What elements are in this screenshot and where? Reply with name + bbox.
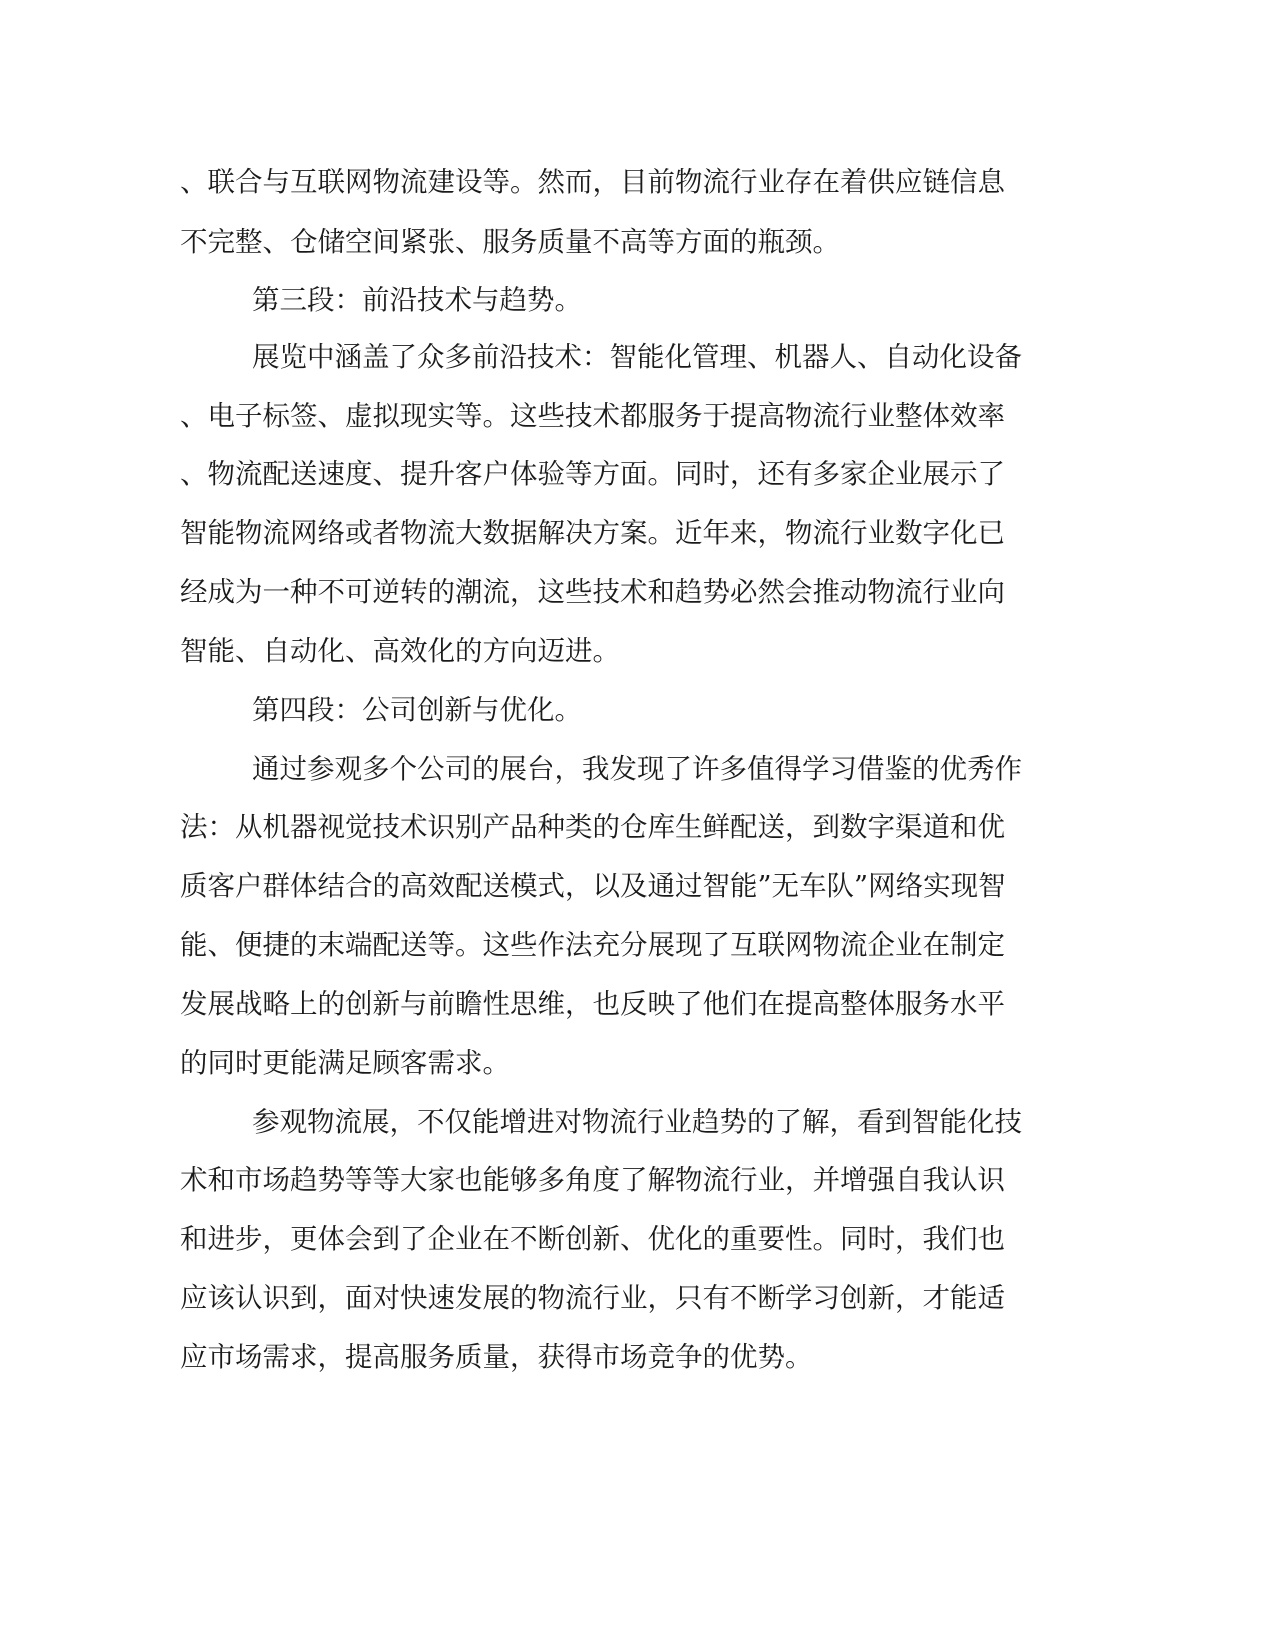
text-line: 应该认识到，面对快速发展的物流行业，只有不断学习创新，才能适 — [180, 1282, 1005, 1314]
section-heading: 第四段：公司创新与优化。 — [252, 694, 582, 726]
text-line: 通过参观多个公司的展台，我发现了许多值得学习借鉴的优秀作 — [252, 753, 1022, 785]
text-line: 、电子标签、虚拟现实等。这些技术都服务于提高物流行业整体效率 — [180, 400, 1005, 432]
text-line: 、物流配送速度、提升客户体验等方面。同时，还有多家企业展示了 — [180, 458, 1005, 490]
text-line: 质客户群体结合的高效配送模式，以及通过智能”无车队”网络实现智 — [180, 870, 1006, 902]
text-line: 不完整、仓储空间紧张、服务质量不高等方面的瓶颈。 — [180, 226, 840, 258]
text-line: 应市场需求，提高服务质量，获得市场竞争的优势。 — [180, 1341, 813, 1373]
text-line: 经成为一种不可逆转的潮流，这些技术和趋势必然会推动物流行业向 — [180, 576, 1005, 608]
text-line: 、联合与互联网物流建设等。然而，目前物流行业存在着供应链信息 — [180, 166, 1005, 198]
text-line: 法：从机器视觉技术识别产品种类的仓库生鲜配送，到数字渠道和优 — [180, 811, 1005, 843]
text-line: 智能物流网络或者物流大数据解决方案。近年来，物流行业数字化已 — [180, 517, 1005, 549]
text-line: 和进步，更体会到了企业在不断创新、优化的重要性。同时，我们也 — [180, 1223, 1005, 1255]
text-line: 智能、自动化、高效化的方向迈进。 — [180, 635, 620, 667]
text-line: 术和市场趋势等等大家也能够多角度了解物流行业，并增强自我认识 — [180, 1164, 1005, 1196]
text-line: 参观物流展，不仅能增进对物流行业趋势的了解，看到智能化技 — [252, 1106, 1022, 1138]
text-line: 展览中涵盖了众多前沿技术：智能化管理、机器人、自动化设备 — [252, 341, 1022, 373]
section-heading: 第三段：前沿技术与趋势。 — [252, 284, 582, 316]
text-line: 发展战略上的创新与前瞻性思维，也反映了他们在提高整体服务水平 — [180, 988, 1005, 1020]
text-line: 的同时更能满足顾客需求。 — [180, 1047, 510, 1079]
text-line: 能、便捷的末端配送等。这些作法充分展现了互联网物流企业在制定 — [180, 929, 1005, 961]
